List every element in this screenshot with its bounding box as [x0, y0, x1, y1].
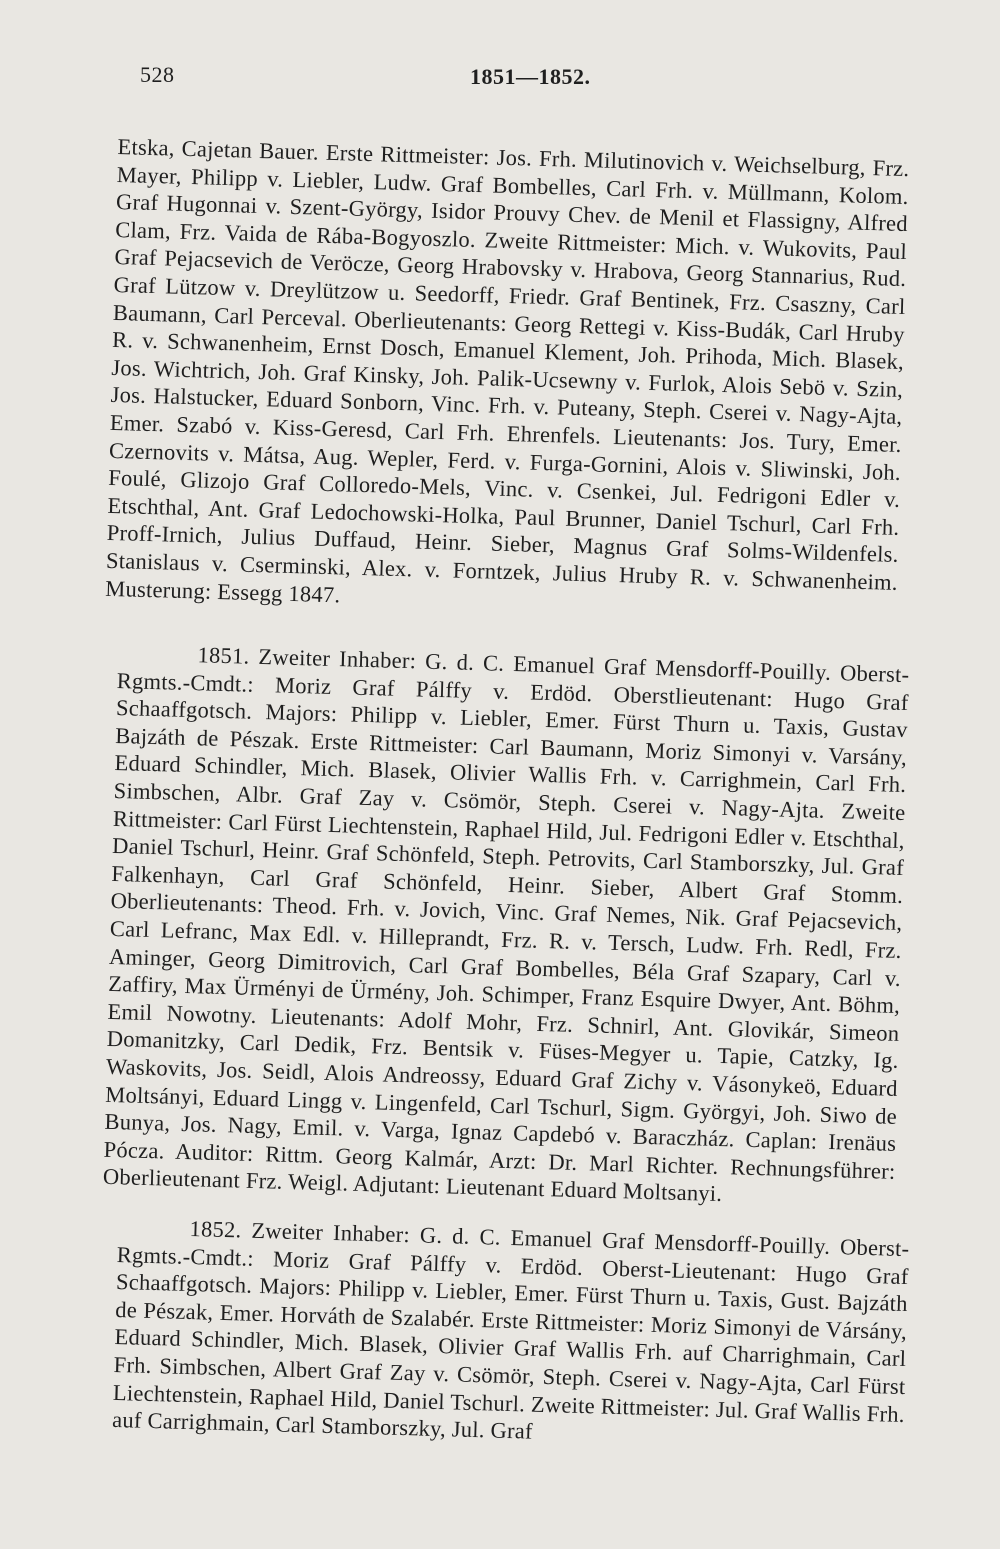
- page-number: 528: [140, 62, 175, 87]
- paragraph-1851: 1851. Zweiter Inhaber: G. d. C. Emanuel Graf Mensdorff-Pouilly. Oberst-Rgmts.-Cmdt.: Moriz Graf Pálffy v. Erdöd. Oberstlieutenant: Hugo Graf Schaaffgotsch. Majors: Philipp v. Liebler, Emer. Fürst Thurn u. Taxis, Gustav Bajzáth de Pészak. Erste Rittmeister: Carl Baumann, Moriz Simonyi v. Varsány, Eduard Schindler, Mich. Blasek, Olivier Wallis Frh. v. Carrighmein, Carl Frh. Simbschen, Albr. Graf Zay v. Csömör, Steph. Cserei v. Nagy-Ajta. Zweite Rittmeister: Carl Fürst Liechtenstein, Raphael Hild, Jul. Fedrigoni Edler v. Etschthal, Daniel Tschurl, Heinr. Graf Schönfeld, Steph. Petrovits, Carl Stamborszky, Jul. Graf Falkenhayn, Carl Graf Schönfeld, Heinr. Sieber, Albert Graf Stomm. Oberlieutenants: Theod. Frh. v. Jovich, Vinc. Graf Nemes, Nik. Graf Pejacsevich, Carl Lefranc, Max Edl. v. Hilleprandt, Frz. R. v. Tersch, Ludw. Frh. Redl, Frz. Aminger, Georg Dimitrovich, Carl Graf Bombelles, Béla Graf Szapary, Carl v. Zaffiry, Max Ürményi de Ürmény, Joh. Schimper, Franz Esquire Dwyer, Ant. Böhm, Emil Nowotny. Lieutenants: Adolf Mohr, Frz. Schnirl, Ant. Glovikár, Simeon Domanitzky, Carl Dedik, Frz. Bentsik v. Füses-Megyer u. Tapie, Catzky, Ig. Waskovits, Jos. Seidl, Alois Andreossy, Eduard Graf Zichy v. Vásonykeö, Eduard Moltsányi, Eduard Lingg v. Lingenfeld, Carl Tschurl, Sigm. Györgyi, Joh. Siwo de Bunya, Jos. Nagy, Emil. v. Varga, Ignaz Capdebó v. Baraczház. Caplan: Irenäus Pócza. Auditor: Rittm. Georg Kalmár, Arzt: Dr. Marl Richter. Rechnungsführer: Oberlieutenant Frz. Weigl. Adjutant: Lieutenant Eduard Moltsanyi.: [102, 641, 910, 1206]
- running-title: 1851—1852.: [470, 64, 591, 89]
- paragraph-1852: 1852. Zweiter Inhaber: G. d. C. Emanuel Graf Mensdorff-Pouilly. Oberst-Rgmts.-Cmdt.: Moriz Graf Pálffy v. Erdöd. Oberst-Lieutenant: Hugo Graf Schaaffgotsch. Majors: Philipp v. Liebler, Emer. Fürst Thurn u. Taxis, Gust. Bajzáth de Pészak, Emer. Horváth de Szalabér. Erste Rittmeister: Moriz Simonyi de Vársány, Eduard Schindler, Mich. Blasek, Olivier Graf Wallis Frh. auf Charrighmain, Carl Frh. Simbschen, Albert Graf Zay v. Csömör, Steph. Cserei v. Nagy-Ajta, Carl Fürst Liechtenstein, Raphael Hild, Daniel Tschurl. Zweite Rittmeister: Jul. Graf Wallis Frh. auf Carrighmain, Carl Stamborszky, Jul. Graf: [111, 1215, 910, 1444]
- paragraph-continuation: Etska, Cajetan Bauer. Erste Rittmeister: Jos. Frh. Milutinovich v. Weichselburg, Frz. Mayer, Philipp v. Liebler, Ludw. Graf Bombelles, Carl Frh. v. Müllmann, Kolom. Graf Hugonnai v. Szent-György, Isidor Prouvy Chev. de Menil et Flassigny, Alfred Clam, Frz. Vaida de Rába-Bogyoszlo. Zweite Rittmeister: Mich. v. Wukovits, Paul Graf Pejacsevich de Veröcze, Georg Hrabovsky v. Hrabova, Georg Stannarius, Rud. Graf Lützow v. Dreylützow u. Seedorff, Friedr. Graf Bentinek, Frz. Csaszny, Carl Baumann, Carl Perceval. Oberlieutenants: Georg Rettegi v. Kiss-Budák, Carl Hruby R. v. Schwanenheim, Ernst Dosch, Emanuel Klement, Joh. Prihoda, Mich. Blasek, Jos. Wichtrich, Joh. Graf Kinsky, Joh. Palik-Ucsewny v. Furlok, Alois Sebö v. Szin, Jos. Halstucker, Eduard Sonborn, Vinc. Frh. v. Puteany, Steph. Cserei v. Nagy-Ajta, Emer. Szabó v. Kiss-Geresd, Carl Frh. Ehrenfels. Lieutenants: Jos. Tury, Emer. Czernovits v. Mátsa, Aug. Wepler, Ferd. v. Furga-Gornini, Alois v. Sliwinski, Joh. Foulé, Glizojo Graf Colloredo-Mels, Vinc. v. Csenkei, Jul. Fedrigoni Edler v. Etschthal, Ant. Graf Ledochowski-Holka, Paul Brunner, Daniel Tschurl, Carl Frh. Proff-Irnich, Julius Duffaud, Heinr. Sieber, Magnus Graf Solms-Wildenfels. Stanislaus v. Cserminski, Alex. v. Forntzek, Julius Hruby R. v. Schwanenheim. Musterung: Essegg 1847.: [104, 133, 910, 607]
